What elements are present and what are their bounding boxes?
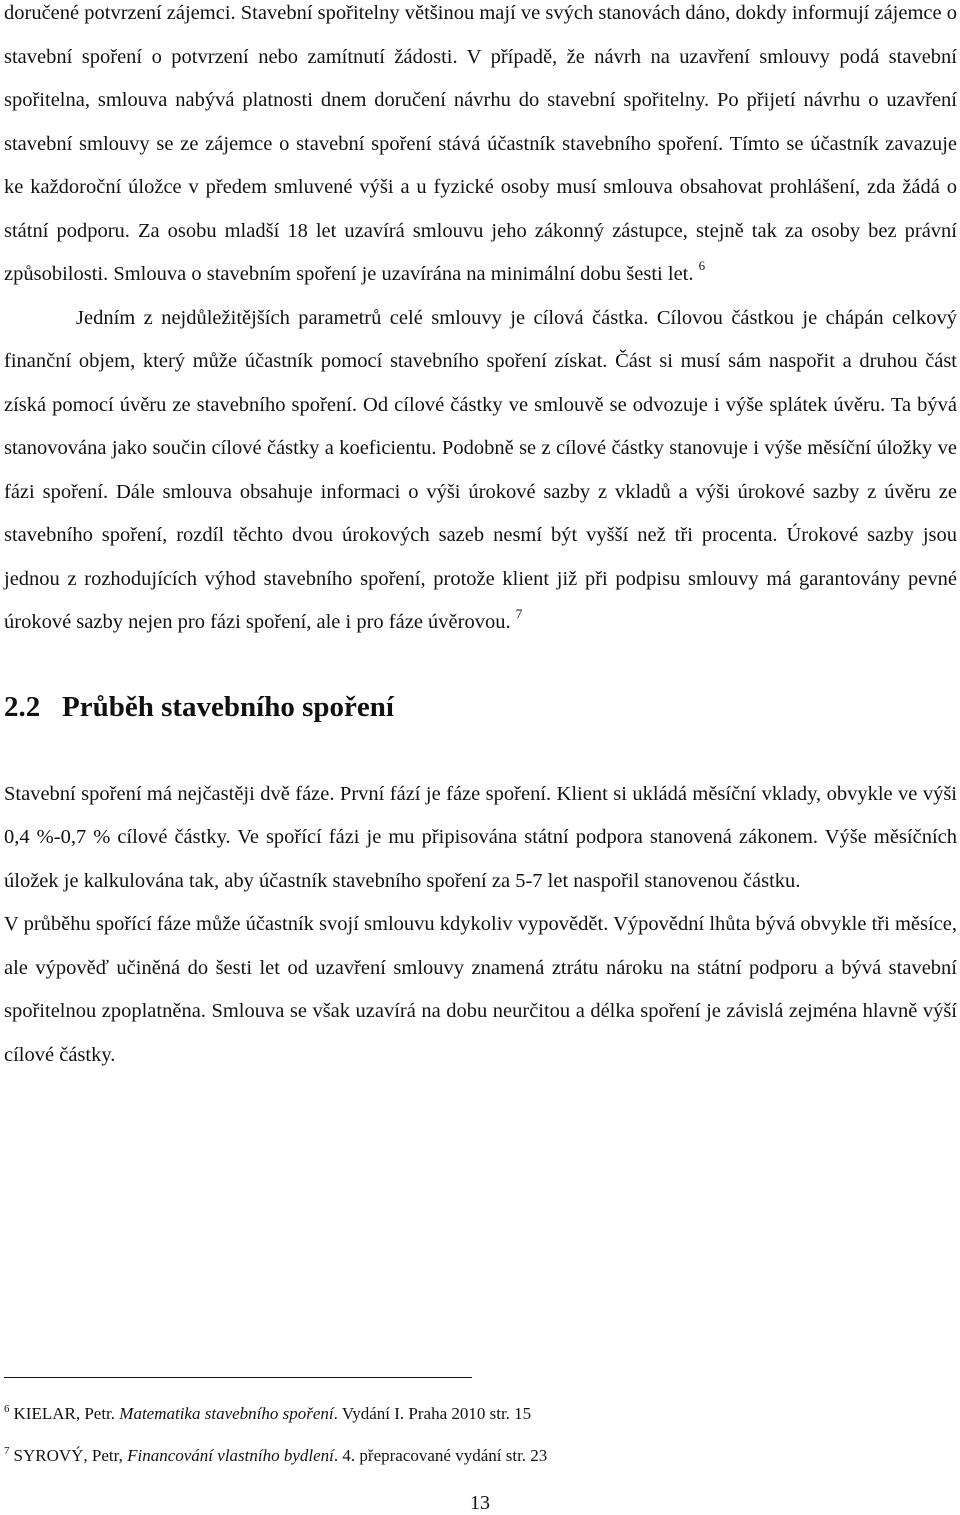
paragraph-text: Jedním z nejdůležitějších parametrů celé smlouvy je cílová částka. Cílovou částkou je chápán celkový finanční objem, který může účastník pomocí stavebního spoření získat. Část si musí sám naspořit a druhou část získá pomocí úvěru ze stavebního spoření. Od cílové částky ve smlouvě se odvozuje i výše splátek úvěru. Ta bývá stanovována jako součin cílové částky a koeficientu. Podobně se z cílové částky stanovuje i výše měsíční úložky ve fázi spoření. Dále smlouva obsahuje informaci o výši úrokové sazby z vkladů a výši úrokové sazby z úvěru ze stavebního spoření, rozdíl těchto dvou úrokových sazeb nesmí být vyšší než tři procenta. Úrokové sazby jsou jednou z rozhodujících výhod stavebního spoření, protože klient již při podpisu smlouvy má garantovány pevné úrokové sazby nejen pro fázi spoření, ale i pro fáze úvěrovou. — [4, 306, 957, 633]
footnote-details: . 4. přepracované vydání str. 23 — [333, 1446, 548, 1465]
footnote-author: SYROVÝ, Petr, — [13, 1446, 123, 1465]
section-title: Průběh stavebního spoření — [62, 690, 394, 723]
footnote — [4, 1445, 547, 1467]
section-heading — [4, 687, 957, 727]
body-paragraph — [4, 0, 957, 297]
section-number: 2.2 — [4, 690, 41, 723]
footnote-reference: 6 — [698, 258, 706, 273]
paragraph-text: doručené potvrzení zájemci. Stavební spořitelny většinou mají ve svých stanovách dáno, dokdy informují zájemce o stavební spoření o potvrzení nebo zamítnutí žádosti. V případě, že návrh na uzavření smlouvy podá stavební spořitelna, smlouva nabývá platnosti dnem doručení návrhu do stavební spořitelny. Po přijetí návrhu o uzavření stavební smlouvy se ze zájemce o stavební spoření stává účastník stavebního spoření. Tímto se účastník zavazuje ke každoroční úložce v předem smluvené výši a u fyzické osoby musí smlouva obsahovat prohlášení, zda žádá o státní podporu. Za osobu mladší 18 let uzavírá smlouvu jeho zákonný zástupce, stejně tak za osoby bez právní způsobilosti. Smlouva o stavebním spoření je uzavírána na minimální dobu šesti let. — [4, 2, 957, 285]
document-page — [4, 0, 957, 1465]
footnote-number: 6 — [4, 1403, 10, 1415]
footnote-author: KIELAR, Petr. — [13, 1404, 116, 1423]
page-number: 13 — [470, 1492, 490, 1514]
body-paragraph: Stavební spoření má nejčastěji dvě fáze. První fází je fáze spoření. Klient si ukládá měsíční vklady, obvykle ve výši 0,4 %-0,7 % cílové částky. Ve spořící fázi je mu připisována státní podpora stanovená zákonem. Výše měsíčních úložek je kalkulována tak, aby účastník stavebního spoření za 5-7 let naspořil stanovenou částku. — [4, 782, 957, 892]
footnote-title: Matematika stavebního spoření — [119, 1404, 334, 1423]
footnote-number: 7 — [4, 1445, 10, 1457]
body-paragraph — [4, 297, 957, 645]
footnote-details: . Vydání I. Praha 2010 str. 15 — [333, 1404, 532, 1423]
footnote-title: Financování vlastního bydlení — [127, 1446, 334, 1465]
footnote — [4, 1403, 531, 1425]
body-paragraph: V průběhu spořící fáze může účastník svojí smlouvu kdykoliv vypovědět. Výpovědní lhůta bývá obvykle tři měsíce, ale výpověď učiněná do šesti let od uzavření smlouvy znamená ztrátu nároku na státní podporu a bývá stavební spořitelnou zpoplatněna. Smlouva se však uzavírá na dobu neurčitou a délka spoření je závislá zejména hlavně výší cílové částky. — [4, 913, 957, 1066]
footnote-reference: 7 — [515, 606, 523, 621]
footnote-separator — [4, 1377, 472, 1378]
